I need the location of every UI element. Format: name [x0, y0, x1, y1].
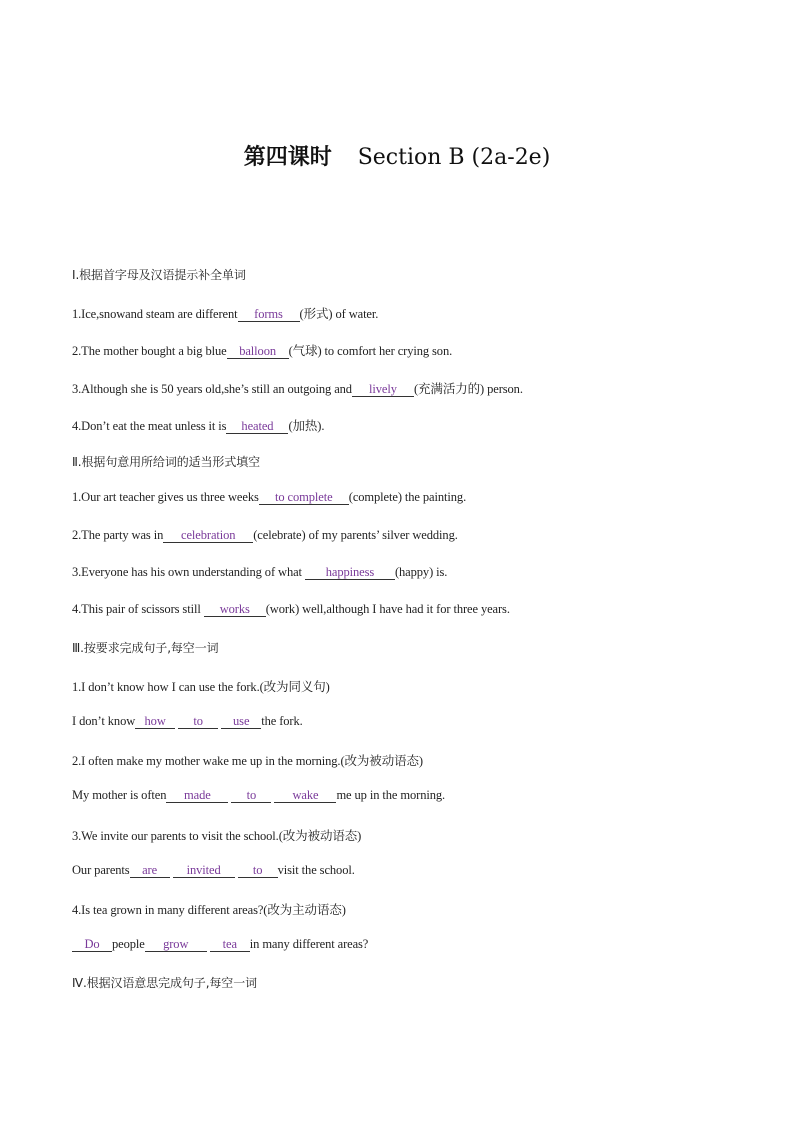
question-text: My mother is often: [72, 788, 167, 802]
question-text: visit the school.: [277, 863, 355, 877]
question-text: people: [112, 937, 145, 951]
question-text: (加热).: [288, 419, 325, 433]
question-text: (celebrate) of my parents’ silver wedding.: [253, 528, 458, 542]
question-text: (充满活力的) person.: [413, 382, 523, 396]
question-text: 1.Our art teacher gives us three weeks: [72, 490, 259, 504]
section3-question-4-prompt: 4.Is tea grown in many different areas?(改为主动语态): [72, 903, 346, 917]
section3-question-3-answer: [72, 863, 355, 878]
section3-heading: Ⅲ.按要求完成句子,每空一词: [72, 641, 219, 655]
question-text: me up in the morning.: [336, 788, 446, 802]
question-text: the fork.: [261, 714, 303, 728]
question-text: (happy) is.: [394, 565, 448, 579]
section3-question-2-answer: [72, 788, 445, 803]
question-text: in many different areas?: [249, 937, 369, 951]
answer-blank: wake: [274, 788, 336, 803]
question-text: 4.This pair of scissors still: [72, 602, 201, 616]
answer-blank: happiness: [305, 565, 395, 580]
section3-question-1-prompt: 1.I don’t know how I can use the fork.(改为同义句): [72, 680, 330, 694]
section2-question-1: [72, 490, 466, 505]
answer-blank: celebration: [163, 528, 253, 543]
section3-question-3-prompt: 3.We invite our parents to visit the school.(改为被动语态): [72, 829, 362, 843]
answer-blank: are: [130, 863, 170, 878]
section1-question-2: [72, 341, 452, 359]
section3-question-2-prompt: 2.I often make my mother wake me up in the morning.(改为被动语态): [72, 754, 423, 768]
section1-question-1: [72, 304, 378, 322]
section2-question-3: [72, 565, 447, 580]
section3-question-1-answer: [72, 714, 303, 729]
answer-blank: lively: [352, 382, 414, 397]
question-text: (形式) of water.: [299, 307, 379, 321]
answer-blank: tea: [210, 937, 250, 952]
answer-blank: made: [166, 788, 228, 803]
section3-question-4-answer: [72, 937, 368, 952]
question-text: (complete) the painting.: [348, 490, 467, 504]
question-text: 3.Everyone has his own understanding of what: [72, 565, 302, 579]
answer-blank: to: [238, 863, 278, 878]
section4-heading: Ⅳ.根据汉语意思完成句子,每空一词: [72, 976, 258, 990]
answer-blank: use: [221, 714, 261, 729]
title-chinese: 第四课时: [243, 144, 332, 170]
section2-heading: Ⅱ.根据句意用所给词的适当形式填空: [72, 455, 261, 469]
section1-question-4: [72, 416, 324, 434]
question-text: 1.Ice,snowand steam are different: [72, 307, 238, 321]
question-text: 3.Although she is 50 years old,she’s still an outgoing and: [72, 382, 352, 396]
answer-blank: to complete: [259, 490, 349, 505]
answer-blank: to: [178, 714, 218, 729]
answer-blank: heated: [226, 419, 288, 434]
section2-question-2: [72, 528, 458, 543]
answer-blank: works: [204, 602, 266, 617]
question-text: 2.The mother bought a big blue: [72, 344, 227, 358]
answer-blank: to: [231, 788, 271, 803]
section1-heading: Ⅰ.根据首字母及汉语提示补全单词: [72, 268, 246, 282]
question-text: I don’t know: [72, 714, 136, 728]
answer-blank: Do: [72, 937, 112, 952]
question-text: Our parents: [72, 863, 130, 877]
question-text: 4.Don’t eat the meat unless it is: [72, 419, 227, 433]
question-text: (气球) to comfort her crying son.: [288, 344, 453, 358]
question-text: 2.The party was in: [72, 528, 164, 542]
answer-blank: forms: [238, 307, 300, 322]
question-text: (work) well,although I have had it for three years.: [265, 602, 510, 616]
section2-question-4: [72, 602, 510, 617]
answer-blank: how: [135, 714, 175, 729]
answer-blank: grow: [145, 937, 207, 952]
answer-blank: balloon: [227, 344, 289, 359]
answer-blank: invited: [173, 863, 235, 878]
title-english: Section B (2a-2e): [357, 145, 551, 170]
page-title: [0, 140, 794, 171]
section1-question-3: [72, 379, 523, 397]
